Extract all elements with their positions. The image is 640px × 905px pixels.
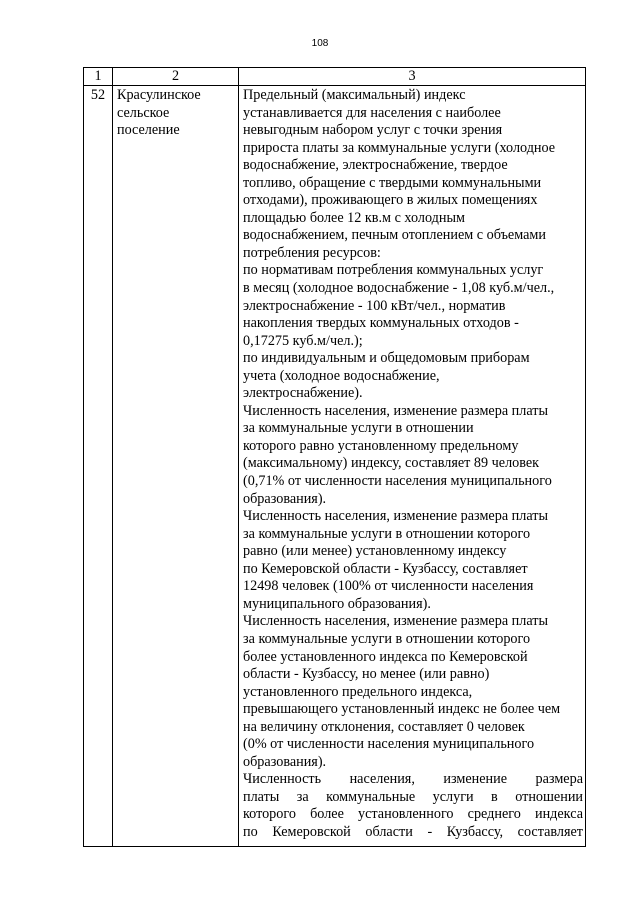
data-table — [83, 67, 586, 847]
text-line: (0% от численности населения муниципального — [243, 736, 535, 753]
header-cell-1: 1 — [84, 68, 113, 86]
text-line: водоснабжением, печным отоплением с объемами — [243, 227, 546, 244]
text-line: Предельный (максимальный) индекс — [243, 87, 466, 103]
text-line: которого более установленного среднего индекса — [243, 806, 583, 823]
text-line: площадью более 12 кв.м с холодным — [243, 209, 465, 226]
text-line: области - Кузбассу, но менее (или равно) — [243, 666, 490, 683]
text-line: Численность населения, изменение размера платы — [243, 613, 549, 630]
text-line: которого равно установленному предельному — [243, 437, 519, 454]
row-number: 52 — [84, 86, 113, 847]
text-line: Красулинское — [117, 87, 201, 103]
text-line: поселение — [117, 122, 180, 139]
text-line: невыгодным набором услуг с точки зрения — [243, 122, 503, 139]
table-header-row — [84, 68, 586, 86]
text-line: прироста платы за коммунальные услуги (холодное — [243, 139, 556, 156]
text-line: равно (или менее) установленному индексу — [243, 543, 507, 560]
text-line: отходами), проживающего в жилых помещениях — [243, 192, 538, 209]
text-line: накопления твердых коммунальных отходов - — [243, 315, 519, 332]
text-line: образования). — [243, 490, 327, 507]
text-line: (максимальному) индексу, составляет 89 человек — [243, 455, 540, 472]
header-cell-2: 2 — [113, 68, 239, 86]
text-line: на величину отклонения, составляет 0 человек — [243, 718, 525, 735]
text-line: водоснабжение, электроснабжение, твердое — [243, 157, 508, 174]
text-line: по индивидуальным и общедомовым приборам — [243, 350, 530, 367]
text-line: муниципального образования). — [243, 595, 431, 612]
text-line: установленного предельного индекса, — [243, 683, 473, 700]
text-line: за коммунальные услуги в отношении которого — [243, 525, 531, 542]
text-line: за коммунальные услуги в отношении — [243, 420, 474, 437]
text-line: (0,71% от численности населения муниципального — [243, 473, 552, 490]
page-number: 108 — [311, 38, 329, 49]
text-line: устанавливается для населения с наиболее — [243, 104, 501, 121]
description-text — [243, 87, 583, 842]
text-line: сельское — [117, 104, 170, 121]
text-line: образования). — [243, 753, 327, 770]
text-line: за коммунальные услуги в отношении которого — [243, 630, 531, 647]
text-line: по нормативам потребления коммунальных услуг — [243, 262, 544, 279]
text-line: электроснабжение). — [243, 385, 363, 402]
text-line: превышающего установленный индекс не более чем — [243, 701, 561, 718]
text-line: Численность населения, изменение размера — [243, 771, 583, 788]
text-line: Численность населения, изменение размера платы — [243, 402, 549, 419]
text-line: учета (холодное водоснабжение, — [243, 367, 440, 384]
description-cell — [239, 86, 586, 847]
text-line: 12498 человек (100% от численности населения — [243, 578, 534, 595]
text-line: Численность населения, изменение размера платы — [243, 508, 549, 525]
municipality-name — [117, 87, 238, 140]
text-line: 0,17275 куб.м/чел.); — [243, 332, 363, 349]
text-line: платы за коммунальные услуги в отношении — [243, 788, 583, 805]
text-line: по Кемеровской области - Кузбассу, составляет — [243, 560, 528, 577]
text-line: в месяц (холодное водоснабжение - 1,08 куб.м/чел., — [243, 280, 555, 297]
text-line: топливо, обращение с твердыми коммунальными — [243, 174, 542, 191]
text-line: электроснабжение - 100 кВт/чел., норматив — [243, 297, 506, 314]
text-line: потребления ресурсов: — [243, 244, 381, 261]
text-line: по Кемеровской области - Кузбассу, составляет — [243, 823, 583, 840]
header-cell-3: 3 — [239, 68, 586, 86]
municipality-name-cell — [113, 86, 239, 847]
table-row — [84, 86, 586, 847]
text-line: более установленного индекса по Кемеровской — [243, 648, 528, 665]
